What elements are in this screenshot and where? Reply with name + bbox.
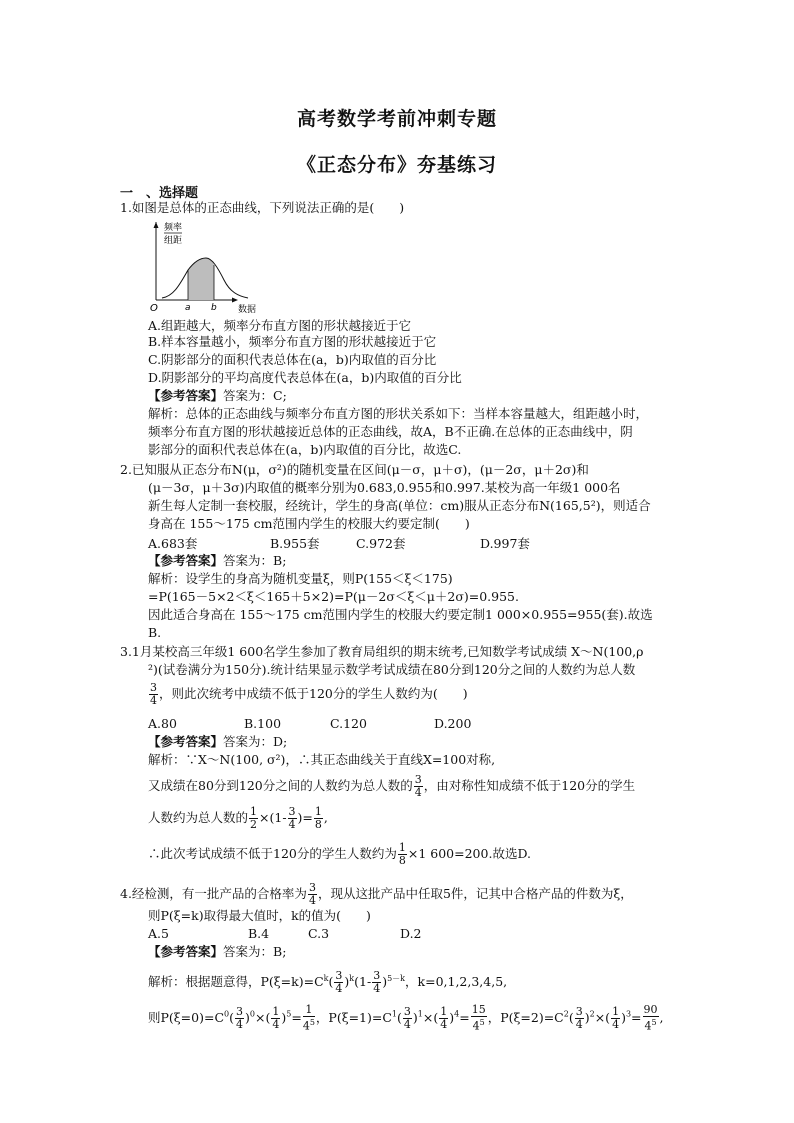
q2-stem-4: 身高在 155～175 cm范围内学生的校服大约要定制( ): [148, 516, 470, 531]
q2-stem-3: 新生每人定制一套校服，经统计，学生的身高(单位：cm)服从正态分布N(165,5²)，则适合: [148, 498, 651, 513]
fraction-denominator: 4: [308, 894, 316, 907]
fraction-denominator: 8: [314, 818, 322, 831]
fraction-numerator: 90: [643, 1003, 658, 1016]
normal-curve-figure: [148, 218, 268, 316]
text: )=: [297, 810, 313, 825]
q3-analysis-2: [148, 774, 635, 799]
text: 解析：根据题意得，P(ξ=k)=C: [148, 974, 324, 989]
q1-analysis-3: 影部分的面积代表总体在(a，b)内取值的百分比，故选C.: [148, 442, 462, 457]
q2-option-a: A.683套: [148, 536, 198, 551]
fraction: [308, 882, 317, 907]
q2-option-d: D.997套: [480, 536, 530, 551]
fraction-numerator: 1: [303, 1004, 315, 1017]
q1-answer: [148, 388, 287, 404]
text: 人数约为总人数的: [148, 810, 249, 825]
fraction: [439, 1006, 448, 1031]
figure-a-label: a: [185, 303, 191, 313]
text: 则P(ξ=0)=C: [148, 1009, 225, 1025]
fraction-numerator: 3: [403, 1004, 411, 1018]
fraction: [149, 682, 158, 707]
figure-b-label: b: [211, 303, 217, 313]
q4-option-c: C.3: [308, 926, 330, 941]
answer-text: 答案为：D;: [223, 734, 288, 749]
q1-analysis-2: 频率分布直方图的形状越接近总体的正态曲线，故A，B不正确.在总体的正态曲线中，阴: [148, 424, 633, 439]
fraction-numerator: 3: [373, 969, 381, 982]
q4-stem-1: [120, 882, 633, 907]
q4-option-d: D.2: [400, 926, 422, 941]
fraction-numerator: 3: [575, 1004, 583, 1018]
answer-tag: 【参考答案】: [148, 944, 224, 959]
text: ): [382, 974, 388, 989]
page-subtitle: 《正态分布》夯基练习: [296, 154, 497, 176]
fraction-numerator: 3: [308, 881, 316, 894]
q4-option-b: B.4: [248, 926, 270, 941]
q3-option-d: D.200: [434, 716, 472, 731]
text: ×(: [254, 1009, 271, 1025]
fraction-denominator: 4: [288, 818, 296, 831]
q3-stem-1: 3.1月某校高三年级1 600名学生参加了教育局组织的期末统考,已知数学考试成绩 X～N(100,ρ: [120, 644, 644, 659]
q2-stem-1: 2.已知服从正态分布N(μ，σ²)的随机变量在区间(μ－σ，μ＋σ)，(μ－2σ，μ＋2σ)和: [120, 462, 589, 477]
text: ，现从这批产品中任取5件，记其中合格产品的件数为ξ，: [317, 886, 633, 901]
fraction-denominator: 4: [335, 982, 343, 995]
q3-analysis-3: [148, 806, 328, 831]
fraction-denominator: 4: [373, 982, 381, 995]
text: ，P(ξ=1)=C: [315, 1009, 392, 1025]
fraction-denominator: 4: [440, 1017, 448, 1031]
fraction: [314, 806, 323, 831]
text: ×1 600=200.故选D.: [407, 846, 531, 861]
fraction-numerator: 1: [250, 805, 258, 818]
q1-analysis-1: 解析：总体的正态曲线与频率分布直方图的形状关系如下：当样本容量越大，组距越小时，: [148, 406, 649, 421]
fraction-denominator: $4^5$: [302, 1018, 315, 1033]
text: (: [328, 974, 334, 989]
q3-option-c: C.120: [330, 716, 367, 731]
fraction-numerator: 3: [288, 805, 296, 818]
fraction-denominator: 4: [612, 1017, 620, 1031]
q3-analysis-4: [148, 842, 531, 867]
figure-origin-label: O: [150, 303, 158, 314]
fraction-numerator: 3: [150, 681, 157, 694]
text: ，P(ξ=2)=C: [487, 1009, 564, 1025]
figure-ylabel-bottom: 组距: [164, 236, 183, 246]
figure-x-label: 数据: [238, 305, 257, 315]
fraction-numerator: 3: [414, 773, 422, 786]
q3-stem-text: ，则此次统考中成绩不低于120分的学生人数约为( ): [159, 686, 468, 701]
q2-analysis-4: B.: [148, 625, 162, 640]
fraction: [249, 806, 258, 831]
section-heading: 一 、选择题: [120, 186, 199, 201]
fraction: [414, 774, 423, 799]
fraction-denominator: 2: [250, 818, 258, 831]
exponent: 5－k: [387, 973, 406, 983]
fraction-denominator: 4: [414, 786, 422, 799]
fraction-numerator: 1: [314, 805, 322, 818]
answer-tag: 【参考答案】: [148, 734, 224, 749]
fraction-denominator: $4^5$: [644, 1018, 657, 1033]
q2-option-b: B.955套: [270, 536, 320, 551]
fraction-numerator: 3: [236, 1004, 243, 1018]
answer-text: 答案为：B;: [223, 553, 287, 568]
text: (1-: [354, 974, 372, 989]
q4-option-a: A.5: [148, 926, 169, 941]
text: ，k=0,1,2,3,4,5,: [405, 974, 508, 989]
fraction-denominator: 4: [236, 1017, 243, 1031]
combination-superscript: 0: [224, 1009, 230, 1019]
q2-analysis-1: 解析：设学生的身高为随机变量ξ，则P(155＜ξ＜175): [148, 571, 453, 586]
exponent: k: [349, 973, 355, 983]
fraction-denominator: 8: [398, 854, 406, 867]
text: ∴此次考试成绩不低于120分的学生人数约为: [148, 846, 397, 861]
text: ×(1-: [259, 810, 287, 825]
fraction: [334, 970, 343, 995]
q2-analysis-3: 因此适合身高在 155～175 cm范围内学生的校服大约要定制1 000×0.955=955(套).故选: [148, 607, 653, 622]
q3-analysis-1: 解析：∵X～N(100, σ²)，∴其正态曲线关于直线X=100对称,: [148, 752, 496, 767]
q1-option-d: D.阴影部分的平均高度代表总体在(a，b)内取值的百分比: [148, 370, 462, 385]
q2-stem-2: (μ－3σ，μ＋3σ)内取值的概率分别为0.683,0.955和0.997.某校为高一年级1 000名: [148, 480, 621, 495]
text: 4.经检测，有一批产品的合格率为: [120, 886, 307, 901]
fraction: [403, 1006, 412, 1031]
q3-option-a: A.80: [148, 716, 177, 731]
text: 又成绩在80分到120分之间的人数约为总人数的: [148, 778, 413, 793]
fraction-numerator: 1: [612, 1004, 620, 1018]
q4-stem-2: 则P(ξ=k)取得最大值时，k的值为( ): [148, 908, 371, 923]
answer-text: 答案为：B;: [223, 944, 287, 959]
q2-analysis-2: =P(165－5×2＜ξ＜165＋5×2)=P(μ－2σ＜ξ＜μ＋2σ)=0.955.: [148, 589, 519, 604]
q3-answer: [148, 734, 287, 750]
fraction: [372, 970, 381, 995]
fraction-denominator: 4: [403, 1017, 411, 1031]
q4-answer: [148, 944, 286, 960]
answer-text: 答案为：C;: [223, 388, 287, 403]
fraction: [398, 842, 407, 867]
fraction: [271, 1006, 280, 1031]
fraction: [643, 1004, 659, 1033]
text: ,: [323, 810, 328, 825]
fraction-denominator: $4^5$: [472, 1018, 485, 1033]
fraction-denominator: 4: [272, 1017, 280, 1031]
text: ，由对称性知成绩不低于120分的学生: [423, 778, 636, 793]
fraction-numerator: 1: [440, 1004, 448, 1018]
q1-option-a: A.组距越大，频率分布直方图的形状越接近于它: [148, 318, 412, 333]
q3-stem-3: [148, 682, 468, 707]
fraction-numerator: 3: [335, 969, 343, 982]
fraction-denominator: 4: [150, 694, 157, 707]
q2-option-c: C.972套: [356, 536, 406, 551]
q3-stem-2: ²)(试卷满分为150分).统计结果显示数学考试成绩在80分到120分之间的人数约为总人数: [148, 662, 636, 677]
q1-option-b: B.样本容量越小，频率分布直方图的形状越接近于它: [148, 334, 437, 349]
fraction-numerator: 1: [398, 841, 406, 854]
fraction: [575, 1006, 584, 1031]
q4-analysis-2: 则$P(\xi=0)=C^0$( $\frac{3}{4}$ )$^0$×( $\frac{1}{4}$ )$^5$= $\frac{1}{4^5}$ ，$P(\xi=1)=C^1$( $\frac{3}{4}$ )$^1$×( $\frac{1}{4}$ )$^4$= $\frac{15}{4^5}$ ，$P(\xi=2)=C^2$( $\frac{3}{4}$ )$^2$×( $\frac{1}{4}$ )$^3$= $\frac{90}{4^5}$ ,: [148, 1003, 664, 1033]
figure-ylabel-top: 频率: [164, 223, 183, 233]
answer-tag: 【参考答案】: [148, 553, 224, 568]
fraction: [235, 1006, 244, 1031]
fraction-denominator: 4: [575, 1017, 583, 1031]
fraction: [303, 1004, 315, 1033]
shaded-region: [188, 258, 214, 300]
q3-option-b: B.100: [244, 716, 282, 731]
q1-option-c: C.阴影部分的面积代表总体在(a，b)内取值的百分比: [148, 352, 437, 367]
text: ): [344, 974, 350, 989]
fraction-numerator: 1: [272, 1004, 280, 1018]
q1-stem: 1.如图是总体的正态曲线，下列说法正确的是( ): [120, 200, 405, 215]
fraction: [471, 1004, 487, 1033]
page-title: 高考数学考前冲刺专题: [296, 108, 497, 130]
answer-tag: 【参考答案】: [148, 388, 224, 403]
q4-analysis-1: [148, 970, 507, 995]
fraction: [288, 806, 297, 831]
fraction-numerator: 15: [471, 1003, 486, 1016]
combination-superscript: k: [323, 973, 329, 983]
fraction: [611, 1006, 620, 1031]
q2-answer: [148, 553, 286, 569]
